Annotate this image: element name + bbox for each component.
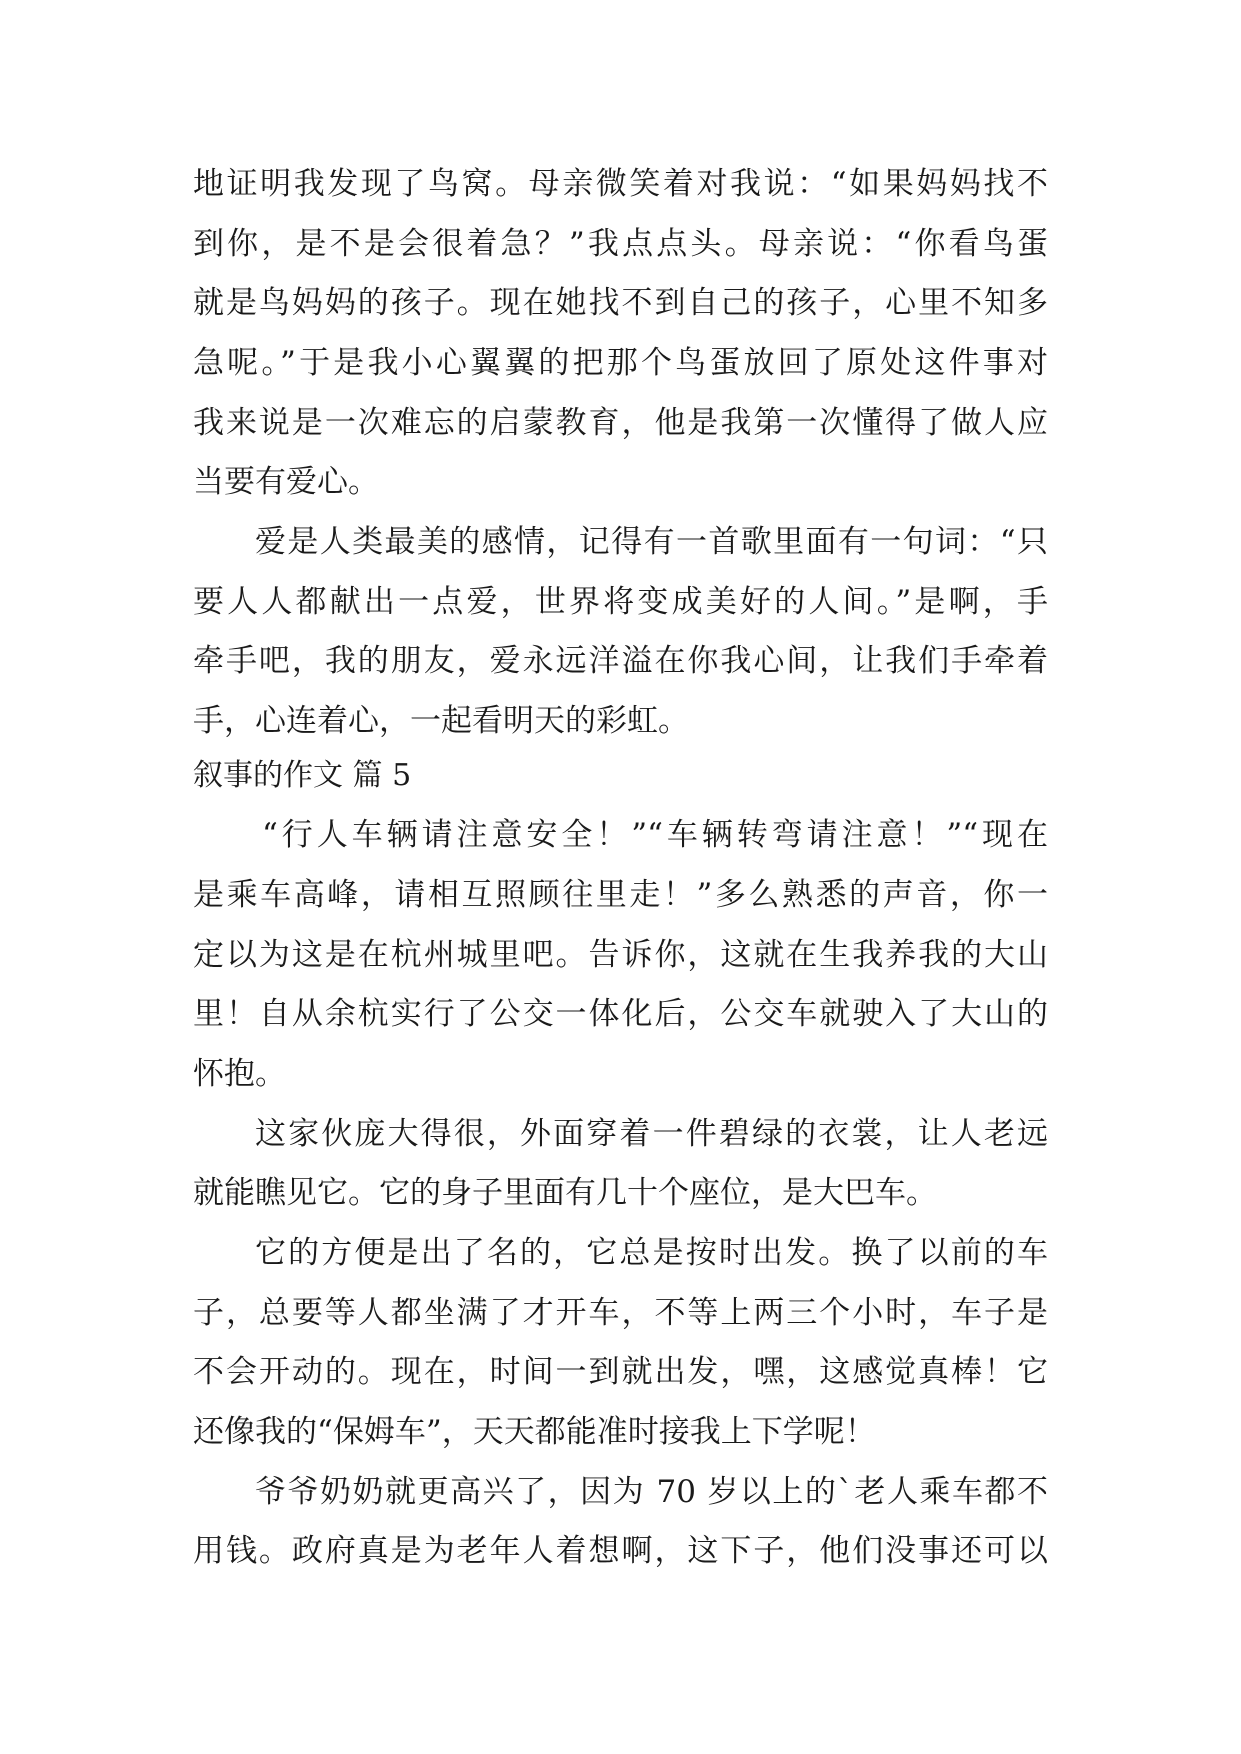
text-line: 用钱。政府真是为老年人着想啊，这下子，他们没事还可以 <box>193 1533 1048 1569</box>
text-line: 爷爷奶奶就更高兴了，因为 70 岁以上的`老人乘车都不 <box>255 1474 1048 1510</box>
text-line: 牵手吧，我的朋友，爱永远洋溢在你我心间，让我们手牵着 <box>193 643 1048 679</box>
section-heading: 叙事的作文 篇 5 <box>193 758 412 793</box>
text-line: 它的方便是出了名的，它总是按时出发。换了以前的车 <box>255 1235 1048 1271</box>
text-line: 就能瞧见它。它的身子里面有几十个座位，是大巴车。 <box>193 1175 937 1211</box>
text-line: 定以为这是在杭州城里吧。告诉你，这就在生我养我的大山 <box>193 937 1048 973</box>
text-line: 怀抱。 <box>193 1056 286 1092</box>
text-line: 地证明我发现了鸟窝。母亲微笑着对我说：“如果妈妈找不 <box>193 166 1048 202</box>
text-line: 到你，是不是会很着急？”我点点头。母亲说：“你看鸟蛋 <box>193 226 1048 262</box>
text-line: 里！自从余杭实行了公交一体化后，公交车就驶入了大山的 <box>193 996 1048 1032</box>
text-line: 我来说是一次难忘的启蒙教育，他是我第一次懂得了做人应 <box>193 405 1048 441</box>
text-line: 爱是人类最美的感情，记得有一首歌里面有一句词：“只 <box>255 524 1048 560</box>
text-line: 要人人都献出一点爱，世界将变成美好的人间。”是啊，手 <box>193 584 1048 620</box>
text-line: 子，总要等人都坐满了才开车，不等上两三个小时，车子是 <box>193 1295 1048 1331</box>
text-line: 是乘车高峰，请相互照顾往里走！”多么熟悉的声音，你一 <box>193 877 1048 913</box>
text-line: 当要有爱心。 <box>193 464 379 500</box>
text-line: 还像我的“保姆车”，天天都能准时接我上下学呢！ <box>193 1414 876 1450</box>
text-line: 手，心连着心，一起看明天的彩虹。 <box>193 703 689 739</box>
text-line: “行人车辆请注意安全！”“车辆转弯请注意！”“现在 <box>262 817 1048 853</box>
text-line: 就是鸟妈妈的孩子。现在她找不到自己的孩子，心里不知多 <box>193 285 1048 321</box>
text-line: 这家伙庞大得很，外面穿着一件碧绿的衣裳，让人老远 <box>255 1116 1048 1152</box>
text-line: 急呢。”于是我小心翼翼的把那个鸟蛋放回了原处这件事对 <box>193 345 1048 381</box>
text-line: 不会开动的。现在，时间一到就出发，嘿，这感觉真棒！它 <box>193 1354 1048 1390</box>
